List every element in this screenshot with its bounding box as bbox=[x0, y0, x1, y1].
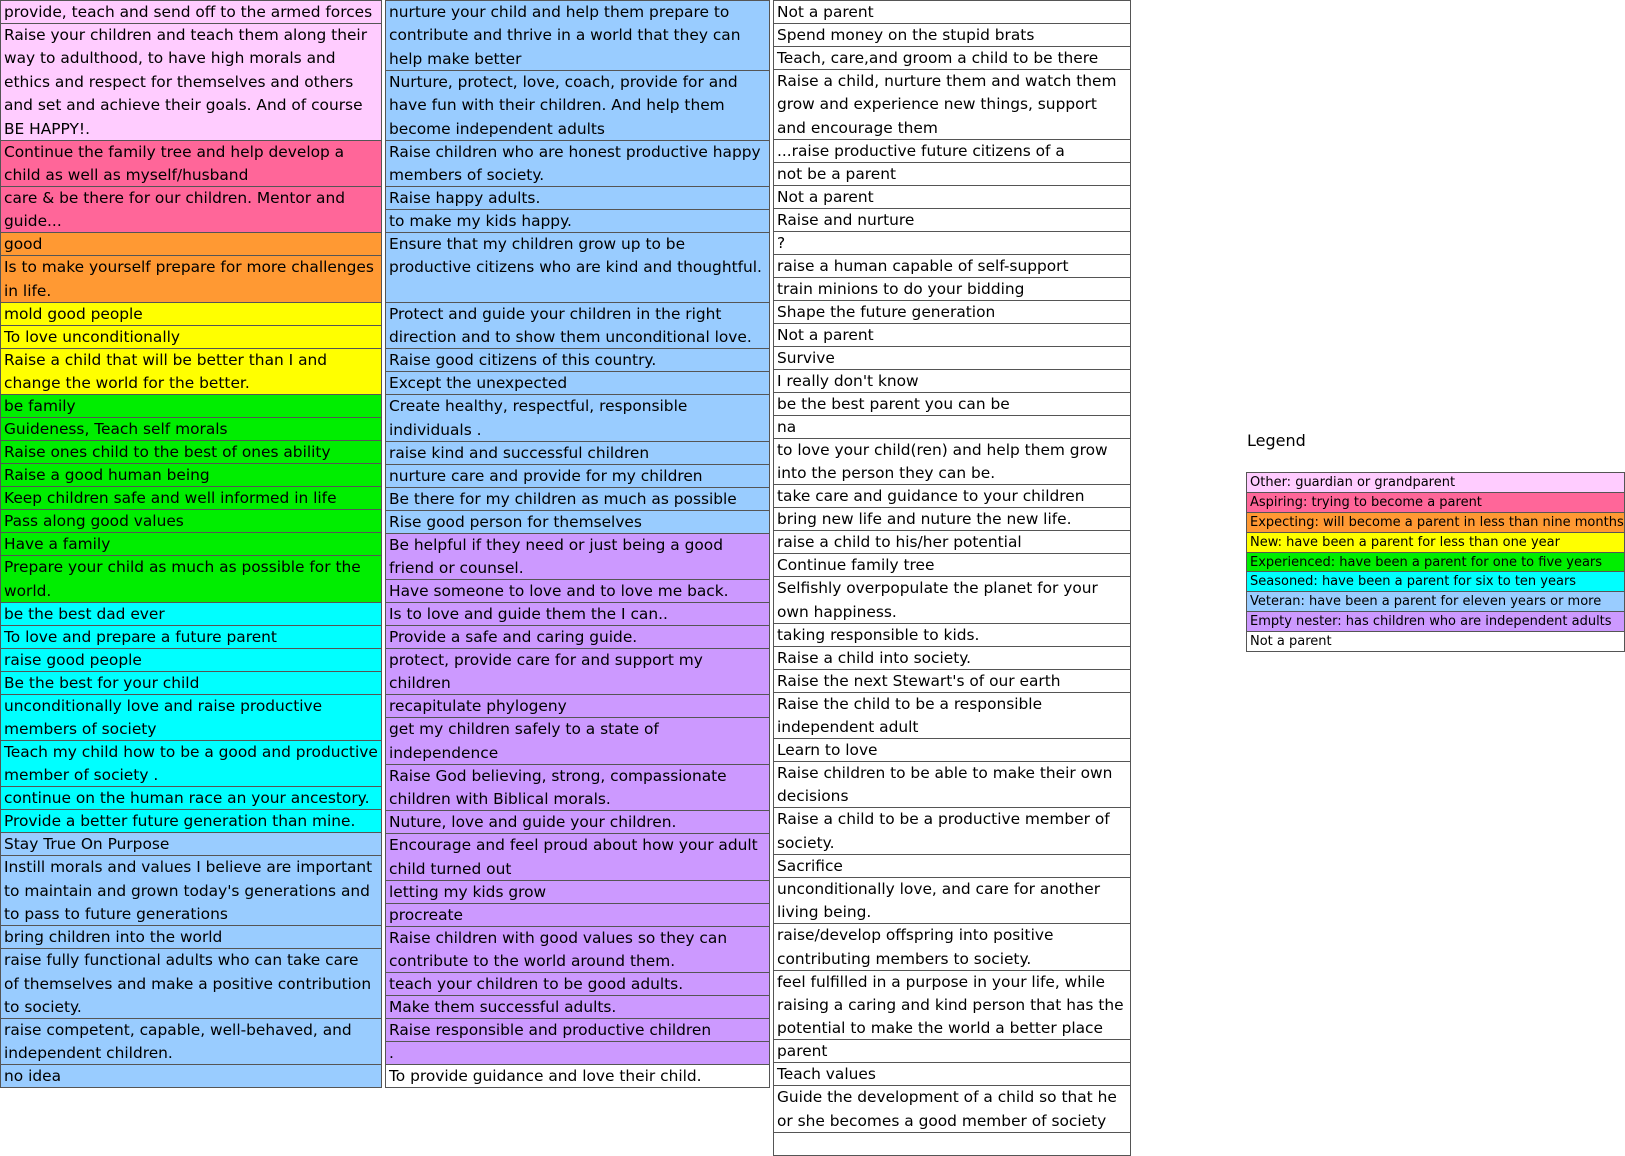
response-cell: feel fulfilled in a purpose in your life, while raising a caring and kind person that has the potential to make the world a better place bbox=[773, 970, 1131, 1041]
response-cell: unconditionally love, and care for another living being. bbox=[773, 877, 1131, 924]
response-cell: Create healthy, respectful, responsible individuals . bbox=[385, 394, 770, 441]
response-cell: good bbox=[0, 232, 382, 256]
response-cell: Have a family bbox=[0, 532, 382, 556]
legend-item-expecting: Expecting: will become a parent in less than nine months bbox=[1246, 512, 1625, 533]
response-cell: To love unconditionally bbox=[0, 325, 382, 349]
response-cell: Not a parent bbox=[773, 323, 1131, 347]
response-cell: Raise children with good values so they can contribute to the world around them. bbox=[385, 926, 770, 973]
response-cell: Provide a safe and caring guide. bbox=[385, 625, 770, 649]
legend-item-aspiring: Aspiring: trying to become a parent bbox=[1246, 492, 1625, 513]
response-cell: Not a parent bbox=[773, 185, 1131, 209]
response-cell: Sacrifice bbox=[773, 854, 1131, 878]
responses-column-3 bbox=[773, 0, 1131, 1156]
response-cell: Raise the child to be a responsible independent adult bbox=[773, 692, 1131, 739]
response-cell: not be a parent bbox=[773, 162, 1131, 186]
response-cell: Have someone to love and to love me back. bbox=[385, 579, 770, 603]
response-cell: Ensure that my children grow up to be productive citizens who are kind and thoughtful. bbox=[385, 232, 770, 303]
legend-item-empty: Empty nester: has children who are independent adults bbox=[1246, 611, 1625, 632]
response-cell: Guideness, Teach self morals bbox=[0, 417, 382, 441]
response-cell: Raise good citizens of this country. bbox=[385, 348, 770, 372]
response-cell: Raise a good human being bbox=[0, 463, 382, 487]
response-cell: Teach values bbox=[773, 1062, 1131, 1086]
response-cell: Teach my child how to be a good and productive member of society . bbox=[0, 740, 382, 787]
response-cell: I really don't know bbox=[773, 369, 1131, 393]
response-cell: To love and prepare a future parent bbox=[0, 625, 382, 649]
response-cell: Raise God believing, strong, compassionate children with Biblical morals. bbox=[385, 764, 770, 811]
response-cell: Rise good person for themselves bbox=[385, 510, 770, 534]
legend-item-veteran: Veteran: have been a parent for eleven years or more bbox=[1246, 591, 1625, 612]
response-cell: unconditionally love and raise productive members of society bbox=[0, 694, 382, 741]
response-cell: be the best dad ever bbox=[0, 602, 382, 626]
legend-item-other: Other: guardian or grandparent bbox=[1246, 472, 1625, 493]
response-cell: taking responsible to kids. bbox=[773, 623, 1131, 647]
legend-item-seasoned: Seasoned: have been a parent for six to ten years bbox=[1246, 571, 1625, 592]
response-cell: Stay True On Purpose bbox=[0, 832, 382, 856]
response-cell: Is to love and guide them the I can.. bbox=[385, 602, 770, 626]
response-cell: Prepare your child as much as possible for the world. bbox=[0, 555, 382, 602]
response-cell: nurture care and provide for my children bbox=[385, 464, 770, 488]
response-cell: Pass along good values bbox=[0, 509, 382, 533]
response-cell: Shape the future generation bbox=[773, 300, 1131, 324]
response-cell: recapitulate phylogeny bbox=[385, 694, 770, 718]
response-cell: protect, provide care for and support my children bbox=[385, 648, 770, 695]
response-cell: Be the best for your child bbox=[0, 671, 382, 695]
response-cell: Protect and guide your children in the right direction and to show them unconditional love. bbox=[385, 302, 770, 349]
response-cell: Raise and nurture bbox=[773, 208, 1131, 232]
response-cell: To provide guidance and love their child. bbox=[385, 1064, 770, 1088]
legend-item-experienced: Experienced: have been a parent for one to five years bbox=[1246, 552, 1625, 573]
response-cell: raise a child to his/her potential bbox=[773, 530, 1131, 554]
response-cell: be family bbox=[0, 394, 382, 418]
response-cell: procreate bbox=[385, 903, 770, 927]
response-cell: Nurture, protect, love, coach, provide for and have fun with their children. And help them become independent adults bbox=[385, 70, 770, 141]
response-cell: Raise happy adults. bbox=[385, 186, 770, 210]
responses-column-1 bbox=[0, 0, 382, 1088]
response-cell bbox=[773, 1132, 1131, 1156]
response-cell: continue on the human race an your ancestory. bbox=[0, 786, 382, 810]
response-cell: nurture your child and help them prepare to contribute and thrive in a world that they can help make better bbox=[385, 0, 770, 71]
response-cell: na bbox=[773, 415, 1131, 439]
response-cell: raise competent, capable, well-behaved, and independent children. bbox=[0, 1018, 382, 1065]
response-cell: ...raise productive future citizens of a bbox=[773, 139, 1131, 163]
responses-column-2 bbox=[385, 0, 770, 1088]
response-cell: Selfishly overpopulate the planet for your own happiness. bbox=[773, 576, 1131, 623]
response-cell: Survive bbox=[773, 346, 1131, 370]
response-cell: . bbox=[385, 1041, 770, 1065]
response-cell: take care and guidance to your children bbox=[773, 484, 1131, 508]
response-cell: to love your child(ren) and help them grow into the person they can be. bbox=[773, 438, 1131, 485]
response-cell: raise fully functional adults who can take care of themselves and make a positive contribution to society. bbox=[0, 948, 382, 1019]
response-cell: Raise the next Stewart's of our earth bbox=[773, 669, 1131, 693]
response-cell: raise kind and successful children bbox=[385, 441, 770, 465]
response-cell: Raise children to be able to make their own decisions bbox=[773, 761, 1131, 808]
response-cell: Raise children who are honest productive happy members of society. bbox=[385, 140, 770, 187]
response-cell: raise good people bbox=[0, 648, 382, 672]
response-cell: teach your children to be good adults. bbox=[385, 972, 770, 996]
response-cell: Except the unexpected bbox=[385, 371, 770, 395]
response-cell: care & be there for our children. Mentor and guide... bbox=[0, 186, 382, 233]
response-cell: mold good people bbox=[0, 302, 382, 326]
response-cell: Learn to love bbox=[773, 738, 1131, 762]
response-cell: letting my kids grow bbox=[385, 880, 770, 904]
response-cell: Be helpful if they need or just being a good friend or counsel. bbox=[385, 533, 770, 580]
response-cell: Instill morals and values I believe are important to maintain and grown today's generations and to pass to future generations bbox=[0, 855, 382, 926]
legend-item-none: Not a parent bbox=[1246, 631, 1625, 652]
response-cell: Make them successful adults. bbox=[385, 995, 770, 1019]
response-cell: Provide a better future generation than mine. bbox=[0, 809, 382, 833]
response-cell: Encourage and feel proud about how your adult child turned out bbox=[385, 833, 770, 880]
response-cell: Is to make yourself prepare for more challenges in life. bbox=[0, 255, 382, 302]
response-cell: parent bbox=[773, 1039, 1131, 1063]
response-cell: train minions to do your bidding bbox=[773, 277, 1131, 301]
response-cell: Raise a child to be a productive member of society. bbox=[773, 807, 1131, 854]
response-cell: ? bbox=[773, 231, 1131, 255]
response-cell: no idea bbox=[0, 1064, 382, 1088]
response-cell: get my children safely to a state of independence bbox=[385, 717, 770, 764]
response-cell: be the best parent you can be bbox=[773, 392, 1131, 416]
legend-item-new: New: have been a parent for less than one year bbox=[1246, 532, 1625, 553]
response-cell: Continue the family tree and help develop a child as well as myself/husband bbox=[0, 140, 382, 187]
response-cell: Raise your children and teach them along their way to adulthood, to have high morals and ethics and respect for themselves and others and set and achieve their goals. And of course BE HAPPY!. bbox=[0, 23, 382, 141]
legend bbox=[1246, 472, 1625, 652]
response-cell: Raise ones child to the best of ones ability bbox=[0, 440, 382, 464]
response-cell: Keep children safe and well informed in life bbox=[0, 486, 382, 510]
legend-title: Legend bbox=[1247, 431, 1306, 450]
response-cell: Raise a child that will be better than I and change the world for the better. bbox=[0, 348, 382, 395]
response-cell: Guide the development of a child so that he or she becomes a good member of society bbox=[773, 1085, 1131, 1132]
response-cell: Raise a child, nurture them and watch them grow and experience new things, support and encourage them bbox=[773, 69, 1131, 140]
response-cell: Raise a child into society. bbox=[773, 646, 1131, 670]
response-cell: Spend money on the stupid brats bbox=[773, 23, 1131, 47]
response-cell: Continue family tree bbox=[773, 553, 1131, 577]
response-cell: to make my kids happy. bbox=[385, 209, 770, 233]
response-cell: Teach, care,and groom a child to be there bbox=[773, 46, 1131, 70]
response-cell: bring new life and nuture the new life. bbox=[773, 507, 1131, 531]
response-cell: Be there for my children as much as possible bbox=[385, 487, 770, 511]
response-cell: bring children into the world bbox=[0, 925, 382, 949]
response-cell: Nuture, love and guide your children. bbox=[385, 810, 770, 834]
response-cell: raise a human capable of self-support bbox=[773, 254, 1131, 278]
response-cell: Not a parent bbox=[773, 0, 1131, 24]
response-cell: raise/develop offspring into positive contributing members to society. bbox=[773, 923, 1131, 970]
response-cell: Raise responsible and productive children bbox=[385, 1018, 770, 1042]
response-cell: provide, teach and send off to the armed forces bbox=[0, 0, 382, 24]
